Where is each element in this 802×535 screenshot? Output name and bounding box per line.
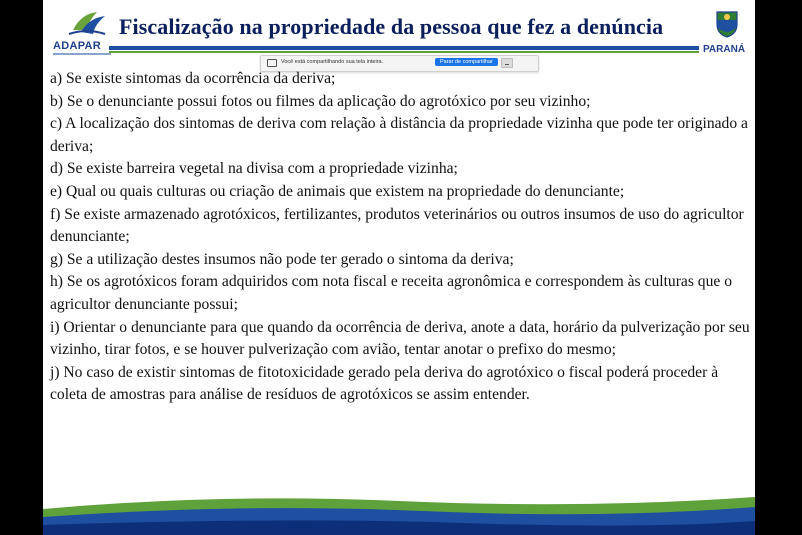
screen-share-message: Você está compartilhando sua tela inteira. <box>281 59 384 65</box>
adapar-logo-icon <box>67 8 107 38</box>
parana-crest-icon <box>715 10 739 38</box>
stop-sharing-button[interactable]: Parar de compartilhar <box>435 58 498 66</box>
parana-logo <box>701 8 751 58</box>
screen-share-icon <box>267 59 277 67</box>
hide-banner-button[interactable] <box>501 58 513 68</box>
adapar-logo-text: ADAPAR <box>53 40 102 52</box>
title-divider-accent <box>109 51 699 53</box>
list-item-e: e) Qual ou quais culturas ou criação de animais que existem na propriedade do denunciante; <box>50 182 625 200</box>
list-item-a: a) Se existe sintomas da ocorrência da deriva; <box>50 70 336 87</box>
slide-body <box>50 68 750 407</box>
list-item-f: f) Se existe armazenado agrotóxicos, fertilizantes, produtos veterinários ou outros insumos de uso do agricultor denunciante; <box>50 205 744 246</box>
list-item-b: b) Se o denunciante possui fotos ou filmes da aplicação do agrotóxico por seu vizinho; <box>50 92 591 110</box>
presentation-slide <box>43 0 755 535</box>
list-item-h: h) Se os agrotóxicos foram adquiridos com nota fiscal e receita agronômica e correspondem às culturas que o agricultor denunciante possui; <box>50 273 732 313</box>
title-divider <box>109 46 699 50</box>
list-item-d: d) Se existe barreira vegetal na divisa com a propriedade vizinha; <box>50 160 458 178</box>
adapar-logo <box>49 6 113 56</box>
list-item-c: c) A localização dos sintomas de deriva com relação à distância da propriedade vizinha que pode ter originado a deriva; <box>50 115 748 155</box>
list-item-i: i) Orientar o denunciante para que quando da ocorrência de deriva, anote a data, horário da pulverização por seu vizinho, tirar fotos, e se houver pulverização com avião, tentar anotar o prefixo do mesmo; <box>50 318 750 359</box>
logo-underline <box>53 53 111 55</box>
footer-wave-decoration <box>43 475 755 535</box>
slide-title: Fiscalização na propriedade da pessoa que fez a denúncia <box>119 14 664 39</box>
parana-logo-text: PARANÁ <box>703 44 746 55</box>
list-item-j: j) No caso de existir sintomas de fitotoxicidade gerado pela deriva do agrotóxico o fiscal poderá proceder à coleta de amostras para análise de resíduos de agrotóxicos se assim entender. <box>50 363 719 404</box>
list-item-g: g) Se a utilização destes insumos não pode ter gerado o sintoma da deriva; <box>50 250 514 268</box>
